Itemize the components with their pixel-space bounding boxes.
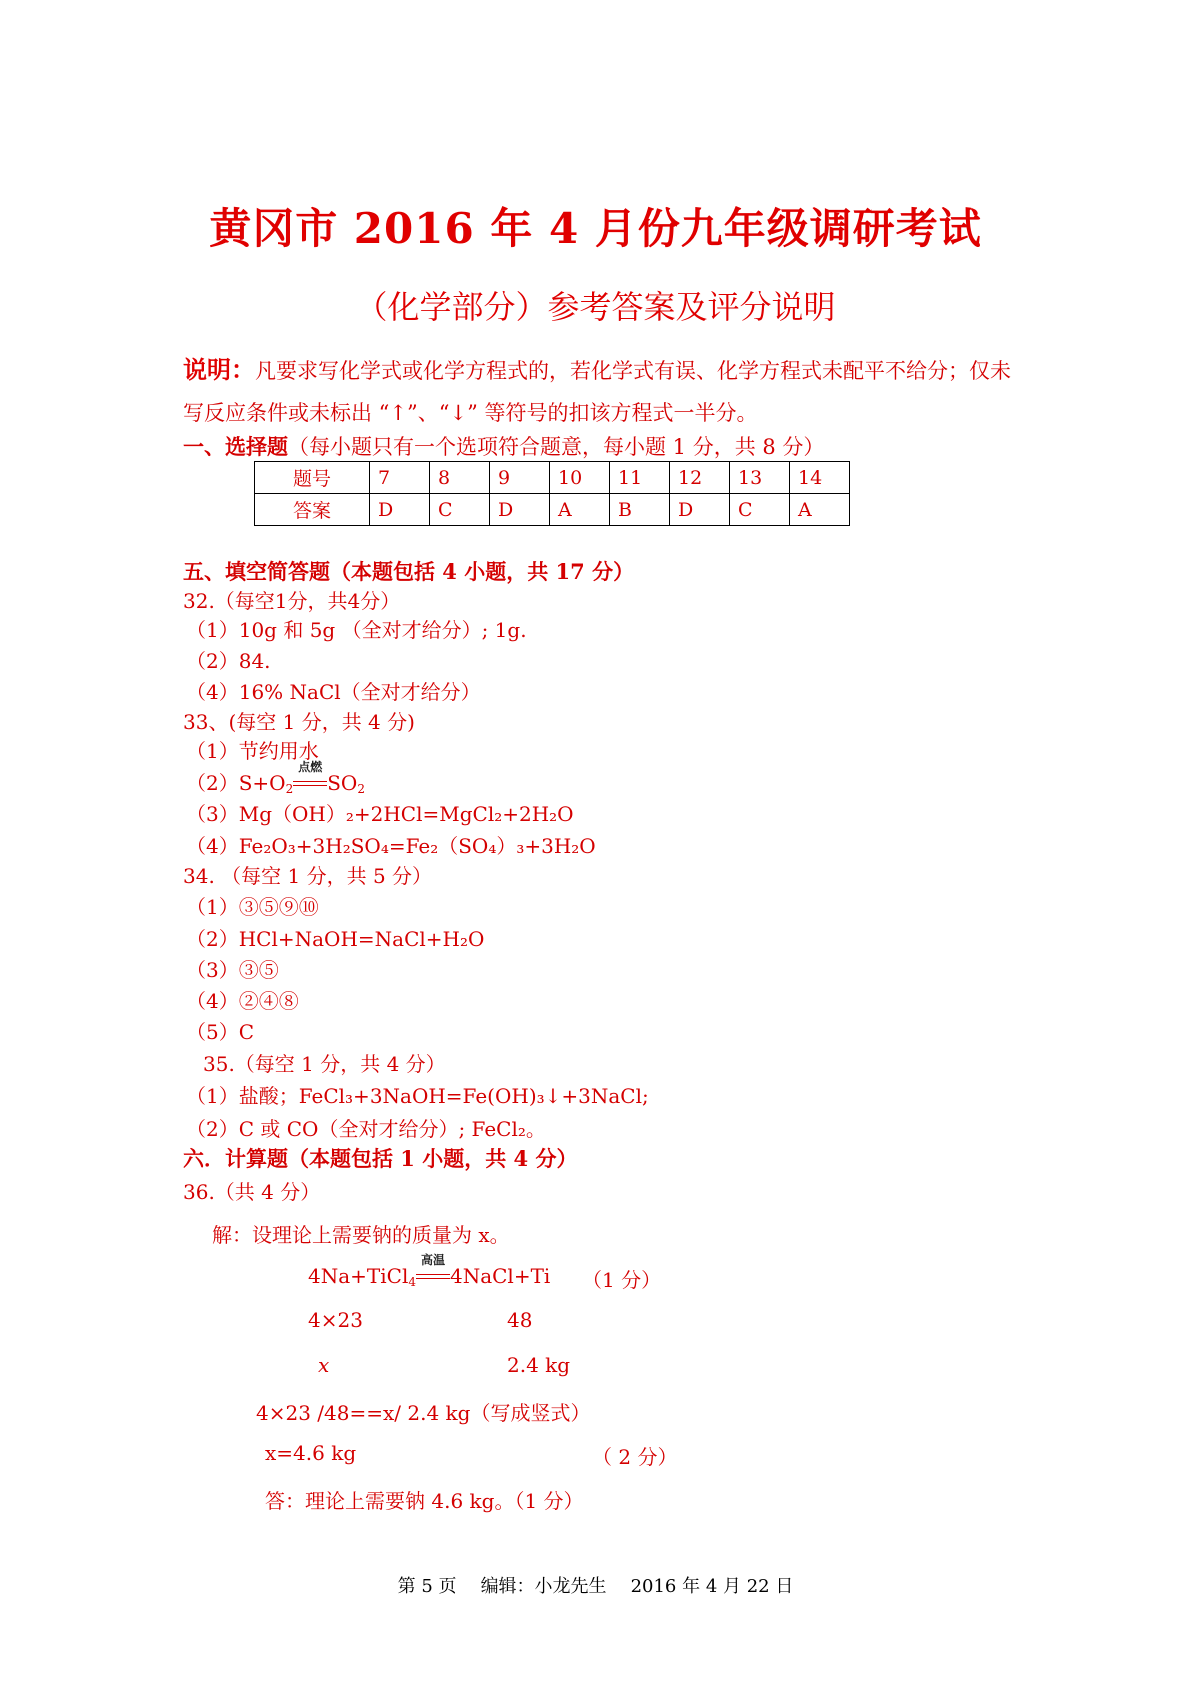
footer-date: 2016 年 4 月 22 日 (630, 1576, 794, 1597)
q32-head: 32.（每空1分，共4分） (183, 589, 401, 613)
question-number: 14 (790, 462, 850, 494)
answer-cell: A (550, 494, 610, 526)
q33-answer-2: $(2)S+O_2$ 点燃 $SO_2$ (186, 760, 365, 796)
q35-answer-2: （2）C 或 CO（全对才给分）; FeCl₂。 (186, 1117, 546, 1141)
section6-title: 六．计算题 (183, 1146, 288, 1171)
table-row-numbers (255, 462, 850, 494)
answer-cell: C (730, 494, 790, 526)
q36-eq-reactants: 4Na+TiCl (308, 1264, 409, 1288)
q35-head: 35.（每空 1 分，共 4 分） (203, 1052, 446, 1076)
q33-answer-3: （3）Mg（OH）₂+2HCl=MgCl₂+2H₂O (186, 802, 574, 826)
page-number: 第 5 页 (397, 1576, 457, 1597)
question-number: 12 (670, 462, 730, 494)
note-label: 说明： (183, 355, 255, 384)
note-line-1 (183, 350, 1011, 385)
q34-head: 34. （每空 1 分，共 5 分） (183, 864, 433, 888)
condition-label: 点燃 (298, 760, 323, 774)
q32-answer-1: （1）10g 和 5g （全对才给分）; 1g. (186, 618, 527, 642)
section5-heading: 五、填空简答题（本题包括 4 小题，共 17 分） (183, 559, 635, 584)
q34-answer-5: （5）C (186, 1020, 255, 1044)
q36-eq-score: （1 分） (582, 1268, 662, 1292)
q36-var-left: x (318, 1353, 330, 1377)
question-number: 7 (370, 462, 430, 494)
condition-label: 高温 (420, 1253, 445, 1267)
q33-eq-product: SO (327, 771, 358, 795)
reaction-condition (416, 1253, 450, 1285)
q33-eq-reactants: （2）S+O (186, 771, 286, 795)
q34-answer-1: （1）③⑤⑨⑩ (186, 895, 319, 919)
answer-cell: C (430, 494, 490, 526)
q36-head: 36.（共 4 分） (183, 1180, 321, 1204)
q36-eq-products: 4NaCl+Ti (449, 1264, 551, 1288)
q32-answer-2: （2）84. (186, 649, 271, 673)
answer-cell: D (370, 494, 430, 526)
reaction-condition (293, 760, 327, 792)
table-header-answer: 答案 (255, 494, 370, 526)
question-number: 11 (610, 462, 670, 494)
page-title: 黄冈市 2016 年 4 月份九年级调研考试 (209, 204, 982, 253)
note-line-2: 写反应条件或未标出 “↑”、“↓” 等符号的扣该方程式一半分。 (183, 401, 758, 425)
q36-ratio: 4×23 /48==x/ 2.4 kg（写成竖式） (256, 1401, 591, 1425)
q33-answer-1: （1）节约用水 (186, 739, 319, 763)
section1-desc: （每小题只有一个选项符合题意，每小题 1 分，共 8 分） (288, 435, 825, 459)
page-footer (0, 1572, 1191, 1598)
answer-cell: D (670, 494, 730, 526)
q36-mass-left: 4×23 (308, 1308, 363, 1332)
q34-answer-4: （4）②④⑧ (186, 989, 299, 1013)
q36-equation: 4Na+TiCl$_4$ 高温 4NaCl+Ti (308, 1253, 551, 1289)
q33-answer-4: （4）Fe₂O₃+3H₂SO₄=Fe₂（SO₄）₃+3H₂O (186, 834, 596, 858)
question-number: 9 (490, 462, 550, 494)
q36-answer: 答：理论上需要钠 4.6 kg。（1 分） (265, 1489, 584, 1513)
answer-table (254, 461, 850, 526)
q34-answer-2: （2）HCl+NaOH=NaCl+H₂O (186, 927, 485, 951)
page-subtitle: （化学部分）参考答案及评分说明 (355, 288, 836, 326)
note-text-1: 凡要求写化学式或化学方程式的，若化学式有误、化学方程式未配平不给分；仅未 (255, 359, 1011, 383)
q36-result: x=4.6 kg (265, 1441, 357, 1465)
table-header-number: 题号 (255, 462, 370, 494)
question-number: 13 (730, 462, 790, 494)
section6-desc: （本题包括 1 小题，共 4 分） (288, 1146, 578, 1171)
answer-cell: B (610, 494, 670, 526)
question-number: 8 (430, 462, 490, 494)
q34-answer-3: （3）③⑤ (186, 958, 279, 982)
q33-head: 33、(每空 1 分，共 4 分) (183, 710, 415, 734)
answer-cell: A (790, 494, 850, 526)
equals-sign (293, 781, 327, 786)
editor-credit: 编辑：小龙先生 (480, 1576, 607, 1597)
section6-heading (183, 1143, 577, 1173)
question-number: 10 (550, 462, 610, 494)
section1-heading (183, 431, 824, 461)
table-row-answers (255, 494, 850, 526)
q35-answer-1: （1）盐酸；FeCl₃+3NaOH=Fe(OH)₃↓+3NaCl; (186, 1084, 649, 1108)
q36-result-score: （ 2 分） (592, 1445, 678, 1469)
q36-var-right: 2.4 kg (507, 1353, 571, 1377)
equals-sign (416, 1274, 450, 1279)
q36-solve: 解：设理论上需要钠的质量为 x。 (212, 1223, 510, 1247)
q36-mass-right: 48 (507, 1308, 533, 1332)
answer-cell: D (490, 494, 550, 526)
section1-title: 一、选择题 (183, 434, 288, 459)
q32-answer-4: （4）16% NaCl（全对才给分） (186, 680, 481, 704)
